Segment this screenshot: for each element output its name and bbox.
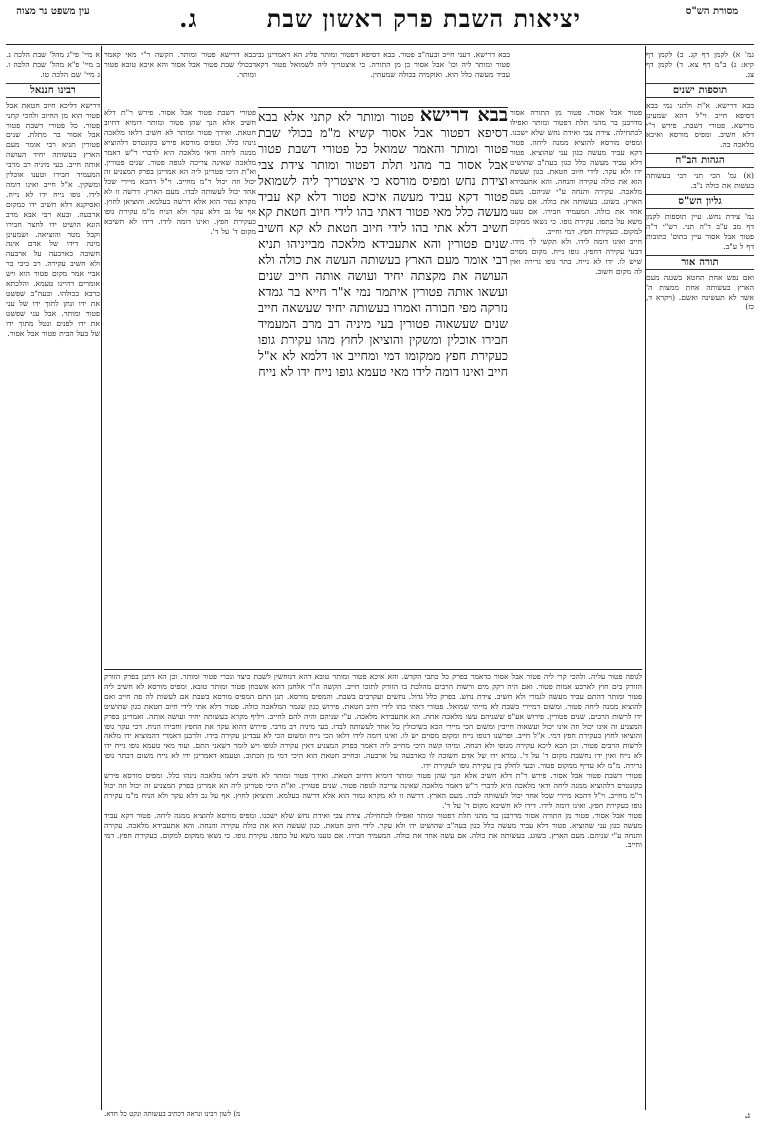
rashi-side-text: פטור אבל אסור. פטור מן התורה אסור מדרבנן בר מהני תלת דפטור ומותר ואפילו לכתחילה. צידת צבי ואידת נחש שלא ישכנו. ומפיס מורסא להוציא ממנה ליחה. פטור דקא עביד מעשה כגון עני שהוציא. פטור דלא עביד מעשה כלל כגון בעה"ב שהושיט ידו ולא עקר. לידי חיוב חטאת. כגון שעשה הוא את כולה עקירה והנחה. והא אתעבידא מלאכה. עקירה והנחה ע"י שניהם. מעם הארץ. בשוגג. בעשותה את כולה. אם עשה אחד את כולה. המעמיד חבירו. אם טענו משא על כתפו. עקירת גופו. כי נשאו ממקום למקום. כעקירת חפץ. דמי וחייב. [510,108,642,236]
bottom-commentary [104,672,642,1112]
masoret-hashas-label: מסורת הש"ס [685,6,739,17]
hagahot-habach-title: הגהות הב"ח [646,153,754,168]
page-title [170,4,590,34]
tosafot-yeshanim-title: תוספות ישנים [646,83,754,98]
rabbeinu-chananel-text: דרישא דליכא חיוב חטאת אבל פטור הוא מן החיוב ולהכי קתני פטור. כל פטורי דשבת פטור אבל אסור בר מתלת. שנים פטורין תניא רבי אומר מעם הארץ בעשותה יחיד העושה אותה חייב. בעי מיניה רב מרבי המעמיד חבירו וטענו אוכלין ומשקין. א"ל חייב ואינו דומה לידו. גופו נייח ידו לא נייח. ואסיקנא דלא חשיב ידו כמקום ארבעה. ובעא רבי אבא מרב הונא הושיט ידו לחצר חבירו וקבל מטר והוציאה. ושמעינן מינה דידו של אדם אינה חשובה כארבעה על ארבעה ולא חשיב עקירה. רב ביבי בר אביי אמר מקום פטור הוא ויש אומרים דהיינו טעמא. והלכתא כרבא בכולהו. ובעה"ב שפשט את ידו ונתן לתוך ידו של עני פטור ומותר. אבל עני שפשט את ידו לפנים ונטל מתוך ידו של בעל הבית פטור אבל אסור. [6,100,100,338]
bottom-commentary-text: לגופה פטור עליה. ולהכי קרי ליה פטור אבל אסור כדאמר בפרק כל כתבי הקדש. והא איכא פטור ומותר טובא דהא דנוחשין לשבת כיצד ונכרי פטור ומותר. וכן הא דתנן בפרק הזורק הזורק בים חוץ לארבע אמות פטור. ואם היה רקק מים ורשות הרבים מהלכת בו הזורק לתוכו חייב. הקשה ה"ר אלחנן דהא אשכחן פטור ומותר טובא. ומפיס מורסא לא חשיב ליה פטור ומותר דהתם עביד מעשה לגמרי ולא חשיב. צידת נחש. בפרק כלל גדול. נחשים ועקרבים בשבת. והמפיס מורסא. תנן התם המפיס מורסא בשבת אם לעשות לה פה חייב ואם להוציא ממנה ליחה פטור. ומשום דמיירי בשבת לא מייתי שמואל. פטורי דאתי בהו לידי חיוב חטאת. פירוש כגון שגמר המלאכה כולה. פטור דלא אתי לידי חיוב חטאת כגון שהושיט ידו לרשות הרבים. שנים פטורין. פירוש אע"פ ששניהם עשו מלאכה אחת. הא אתעבידא מלאכה. ע"י שניהם והיה להם לחייב. ויליף מקרא בעשותה יחיד ועושה אותה. ואמרינן בפרק המצניע זה אינו יכול וזה אינו יכול ועשאוה חייבין ומשום הכי מיירי הכא בשיכולין כל אחד לעשותה לבדו. בעי מיניה רב מרבי. פירוש דהוא עקר את החפץ וחבירו הניח. דכי עקר גופו והוציאו לחוץ כעקירת חפץ דמי. א"ל חייב. ופרשנו דגופו נייח ומקום מסוים יש לו. ואינו דומה לידו דלאו הכי נייח ומשום הכי לא עבדינן עקירה בידו. ולרבנן דאמרי דהמוציא ידו מלאה לרשות הרבים פטור. וכן הכא ליכא עקירה מגופו ולא הנחה. ומיהו קשה היכי מחייב ליה דאמר בפרק המצניע דאין עקירה לגופו ויש לומר דשאני התם. ועוד מאי טעמא גופו נייח ידו לא נייח ואין ידו נחשבת מקום ד' על ד'. גמרא ידו של אדם חשובה לו כארבעה על ארבעה. ובחייב חטאת הוא היכי דמי מן הכתוב. וטעמא דאמרינן ידו לא נייח משום דבתר גופו גרירה. מ"מ לא עדיף ממקום פטור. ובעי לחלק בין עקירת גופו לעקירת ידו. [104,672,642,771]
page-footnote: מ) לשון רבינו ונראה דכתיב בעשותה ונקט כל חדא. [104,1110,241,1118]
tosafot-yeshanim-text: בבא דרישא. א"ת ולתני נמי בבא דסיפא חייב וי"ל דהא שמעינן מרישא. פטורי דשבת. פירש ר"י דלא חשיב. ומפיס מורסא ואיכא מלאכה בה. [646,100,754,150]
rashi-side-text-2: חייב ואינו דומה לידו. ולא תקשי לך מידו. דבעי עקירה דחפץ. גופו נייח. מקום מסוים שיש לו. ידו לא נייח. בתר גופו גרירה ואין לה מקום חשוב. [510,236,642,276]
page-header [0,4,760,46]
tosafot-top-text: בבא דרישא פטור ומותר. הקשה ר"י מאי קאמר דבכולי שבת פטור אבל אסור והא איכא טובא פטור ומותר. [104,50,256,79]
daf-number: ג. [179,4,198,33]
tosafot-side-text: פטורי דשבת פטור אבל אסור. פירש ר"ת דלא חשיב אלא הנך שהן פטור ומותר דומיא דחיוב חטאת. ואידך פטור ומותר לא חשיב דלאו מלאכה נינהו כלל. ומפיס מורסא פירש בקונטרס דלהוציא ממנה ליחה ודאי מלאכה היא לדברי ר"ש דאמר מלאכה שאינה צריכה לגופה פטור. שנים פטורין. וא"ת היכי פטרינן ליה הא אמרינן בפרק המצניע זה יכול וזה יכול ר"מ מחייב. וי"ל דהכא מיירי שכל אחד יכול לעשותה לבדו. מעם הארץ. דרשה זו לא מקרא גמור הוא אלא דרשה בעלמא. והוציאן לחוץ. אף על גב דלא עקר ולא הניח מ"מ עקירת גופו כעקירת חפץ. ואינו דומה לידו. דידו לא חשיבא מקום ד' על ד'. [104,108,256,236]
bottom-commentary-text-repeat: פטורי דשבת פטור אבל אסור. פירש ר"ת דלא חשיב אלא הנך שהן פטור ומותר דומיא דחיוב חטאת. ואידך פטור ומותר לא חשיב דלאו מלאכה נינהו כלל. ומפיס מורסא פירש בקונטרס דלהוציא ממנה ליחה ודאי מלאכה היא לדברי ר"ש דאמר מלאכה שאינה צריכה לגופה פטור. שנים פטורין. וא"ת היכי פטרינן ליה הא אמרינן בפרק המצניע זה יכול וזה יכול ר"מ מחייב. וי"ל דהכא מיירי שכל אחד יכול לעשותה לבדו. מעם הארץ. דרשה זו לא מקרא גמור הוא אלא דרשה בעלמא. והוציאן לחוץ. אף על גב דלא עקר ולא הניח מ"מ עקירת גופו כעקירת חפץ. ואינו דומה לידו. דידו לא חשיבא מקום ד' על ד'. [104,771,642,810]
bottom-divider-rule [104,669,642,670]
tractate-title: יציאות השבת פרק ראשון שבת [266,4,581,33]
rashi-top-text: בבא דרישא. דעני חייב ובעה"ב פטור. בבא דסיפא דפטור ומותר פליג הא דאמרינן גבי פטור ומותר ליה וכו' אבל אסור כן מן התורה. כי איצטריך ליה לשמואל פטור דקא עביד מעשה כלל הוא. ואוקמיה בכולה שמעתין. [256,50,510,79]
gemara-text-block [258,108,508,668]
rashi-side-column [510,108,642,668]
bottom-commentary-text-repeat-2: פטור אבל אסור. פטור מן התורה אסור מדרבנן בר מהני תלת דפטור ומותר ואפילו לכתחילה. צידת צבי ואידת נחש שלא ישכנו. ומפיס מורסא להוציא ממנה ליחה. פטור דקא עביד מעשה כגון עני שהוציא. פטור דלא עביד מעשה כלל כגון בעה"ב שהושיט ידו ולא עקר. לידי חיוב חטאת. כגון שעשה הוא את כולה עקירה והנחה. והא אתעבידא מלאכה. עקירה והנחה ע"י שניהם. מעם הארץ. בשוגג. בעשותה את כולה. אם עשה אחד את כולה. המעמיד חבירו. אם טענו משא על כתפו. עקירת גופו. כי נשאו ממקום למקום. כעקירת חפץ. דמי וחייב. [104,810,642,850]
rabbeinu-chananel-title: רבינו חננאל [6,83,100,98]
header-rule [6,44,754,45]
gemara-body: פטור ומותר לא קתני אלא בבא דסיפא דפטור אבל אסור קשיא מ"מ בכולי שבת פטור ומותר והאמר שמואל כל פטורי דשבת פטור אבל אסור בר מהני תלת דפטור ומותר צידת צבי וצידת נחש ומפיס מורסא כי איצטריך ליה לשמואל פטור דקא עביד מעשה איכא פטור דלא קא עביד מעשה כלל מאי פטור דאתי בהו לידי חיוב חטאת קא חשיב דלא אתי בהו לידי חיוב חטאת לא קא חשיב שנים פטורין והא אתעבידא מלאכה מבייניהו תניא רבי אומר מעם הארץ בעשותה העשה את כולה ולא העושה את מקצתה יחיד ועושה אותה חייב שנים ועשאו אותה פטורין איתמר נמי א"ר חייא בר גמדא נזרקה מפי חבורה ואמרו בעשותה יחיד שעשאה חייב שנים שעשאוה פטורין בעי מיניה רב מרב המעמיד חבירו אוכלין ומשקין והוציאן לחוץ מהו עקירת גופו כעקירת חפץ ממקומו דמי ומחייב או דלמא לא א"ל חייב ואינו דומה לידו מאי טעמא גופו נייח ידו לא נייח [258,109,508,379]
tosafot-top-column [104,50,256,108]
left-margin-rule [101,46,102,1110]
gilyon-hashas-title: גליון הש"ס [646,194,754,209]
left-margin-column [6,50,100,1112]
right-margin-column [646,50,754,1112]
masoret-refs: גמ' א) לקמן דף קג. ב) לקמן דף קיא: ג) ב"מ דף צא. ד) לקמן דף צג. [646,50,754,79]
torah-or-title: תורה אור [646,255,754,270]
torah-or-text: ואם נפש אחת תחטא בשגגה מעם הארץ בעשותה אחת ממצות ה' אשר לא תעשינה ואשם. (ויקרא ד, כז) [646,272,754,312]
ein-mishpat-refs: א מיי' פי"ג מהל' שבת הלכה ג. ב מיי' פ"א מהל' שבת הלכה ו. ג מיי' שם הלכה טו. [6,50,100,79]
ein-mishpat-label: עין משפט נר מצוה [16,6,90,17]
gemara-lead-word: בבא דרישא [419,108,508,126]
tosafot-side-column [104,108,256,668]
hagahot-habach-text: (א) גמ' הכי תני רבי בעשותה בעשות את כולה נ"ב. [646,171,754,191]
rashi-top-column [256,50,510,108]
gilyon-hashas-text: גמ' צידת נחש. עיין תוספות לקמן דף מב ע"ב ד"ה תני. רש"י ד"ה פטור אבל אסור עיין בתוס' כתובות דף ל ע"ב. [646,212,754,251]
daf-footer-mark: ג. [744,1110,750,1120]
